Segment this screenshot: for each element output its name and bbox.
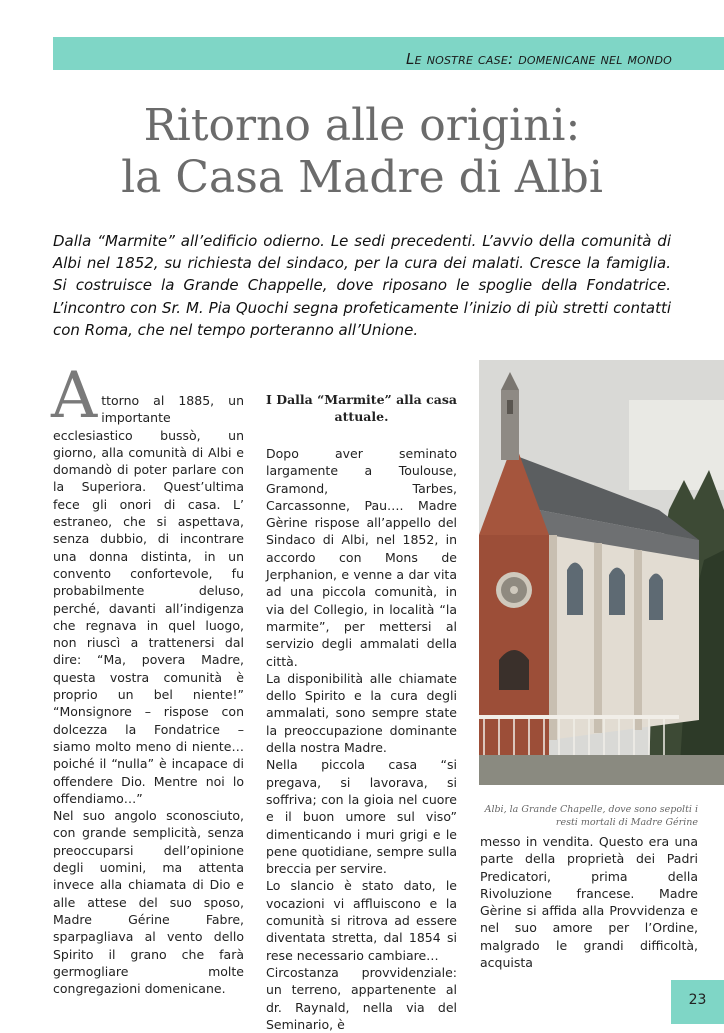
- body-paragraph: Dopo aver seminato largamente a Toulouse, Gramond, Tarbes, Carcassonne, Pau…. Madre Gèrine rispose all’appello del Sindaco di Albi, nel 1852, in accordo con Mons de Jerphanion, e venne a dar vita ad una piccola comunità, in via del Collegio, in località “la marmite”, per mettersi al servizio degli ammalati della città.: [266, 446, 457, 669]
- drop-cap: A: [51, 359, 98, 433]
- text-column-2: [266, 391, 457, 1033]
- body-paragraph: La disponibilità alle chiamate dello Spirito e la cura degli ammalati, sono sempre state la preoccupazione dominante della nostra Madre.: [266, 670, 457, 756]
- body-paragraph: messo in vendita. Questo era una parte della proprietà dei Padri Predicatori, prima della Rivoluzione francese. Madre Gèrine si affida alla Provvidenza e nel suo amore per l’Ordine, malgrado le grandi difficoltà, acquista: [480, 834, 698, 971]
- body-paragraph: ttorno al 1885, un importante ecclesiastico bussò, un giorno, alla comunità di Albi e domandò di poter parlare con la Superiora. Quest’ultima fece gli onori di casa. L’ estraneo, che si aspettava, senza dubbio, di incontrare una donna distinta, in un convento confortevole, fu probabilmente deluso, perché, davanti all’indigenza che regnava in quel luogo, non riuscì a trattenersi dal dire: “Ma, povera Madre, questa vostra comunità è proprio un bel niente!” “Monsignore – rispose con dolcezza la Fondatrice – siamo molto meno di niente… poiché il “nulla” è incapace di offendere Dio. Mentre noi lo offendiamo…”: [53, 393, 244, 806]
- title-line-2: la Casa Madre di Albi: [121, 152, 603, 203]
- page-number: 23: [688, 992, 707, 1008]
- chapel-photo: [479, 360, 724, 785]
- text-column-3: [480, 833, 698, 971]
- section-header-band: [53, 37, 724, 70]
- page-number-box: [671, 980, 724, 1024]
- text-column-1: [51, 359, 244, 997]
- lead-paragraph: Dalla “Marmite” all’edificio odierno. Le sedi precedenti. L’avvio della comunità di Albi nel 1852, su richiesta del sindaco, per la cura dei malati. Cresce la famiglia. Si costruisce la Grande Chappelle, dove riposano le spoglie della Fondatrice. L’incontro con Sr. M. Pia Quochi segna profeticamente l’inizio di più stretti contatti con Roma, che nel tempo porteranno all’Unione.: [53, 232, 671, 339]
- photo-caption: Albi, la Grande Chapelle, dove sono sepolti i resti mortali di Madre Gérine: [484, 804, 698, 828]
- body-paragraph: Nella piccola casa “si pregava, si lavorava, si soffriva; con la gioia nel cuore e il buon umore sul viso” dimenticando i muri grigi e le pene quotidiane, sempre sulla breccia per servire.: [266, 757, 457, 877]
- section-subheading: I Dalla “Marmite” alla casa attuale.: [266, 392, 457, 424]
- title-line-1: Ritorno alle origini:: [143, 100, 581, 151]
- body-paragraph: Nel suo angolo sconosciuto, con grande semplicità, senza preoccuparsi dell’opinione degli uomini, ma attenta invece alla chiamata di Dio e alle attese del suo sposo, Madre Gérine Fabre, sparpagliava al vento dello Spirito il grano che farà germogliare molte congregazioni domenicane.: [53, 808, 244, 997]
- section-label: Le nostre case: domenicane nel mondo: [406, 50, 672, 68]
- body-paragraph: Circostanza provvidenziale: un terreno, appartenente al dr. Raynald, nella via del Seminario, è: [266, 964, 457, 1032]
- article-title: [0, 100, 724, 204]
- body-paragraph: Lo slancio è stato dato, le vocazioni vi affluiscono e la comunità si ritrova ad essere diventata stretta, dal 1854 si rese necessario cambiare…: [266, 878, 457, 963]
